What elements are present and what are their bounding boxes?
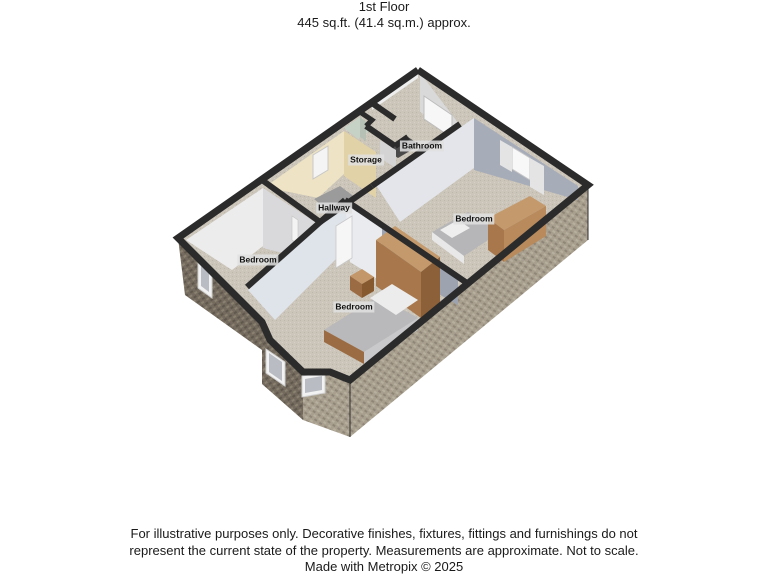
room-label-bedroom-front: Bedroom (335, 301, 373, 312)
window-bay-front (302, 372, 325, 397)
disclaimer-line-1: For illustrative purposes only. Decorative finishes, fixtures, fittings and furnishings do not (130, 526, 638, 541)
disclaimer-footer (0, 526, 768, 576)
room-label-hallway: Hallway (318, 202, 350, 213)
room-label-bedroom-right: Bedroom (455, 213, 493, 224)
floor-name: 1st Floor (358, 0, 410, 14)
room-label-bedroom-left: Bedroom (239, 254, 277, 265)
room-label-bathroom: Bathroom (401, 140, 443, 151)
disclaimer-line-2: represent the current state of the property. Measurements are approximate. Not to scale. (129, 542, 639, 558)
credit-line: Made with Metropix © 2025 (304, 559, 464, 574)
floor-area: 445 sq.ft. (41.4 sq.m.) approx. (297, 15, 471, 30)
room-label-storage: Storage (350, 154, 382, 165)
